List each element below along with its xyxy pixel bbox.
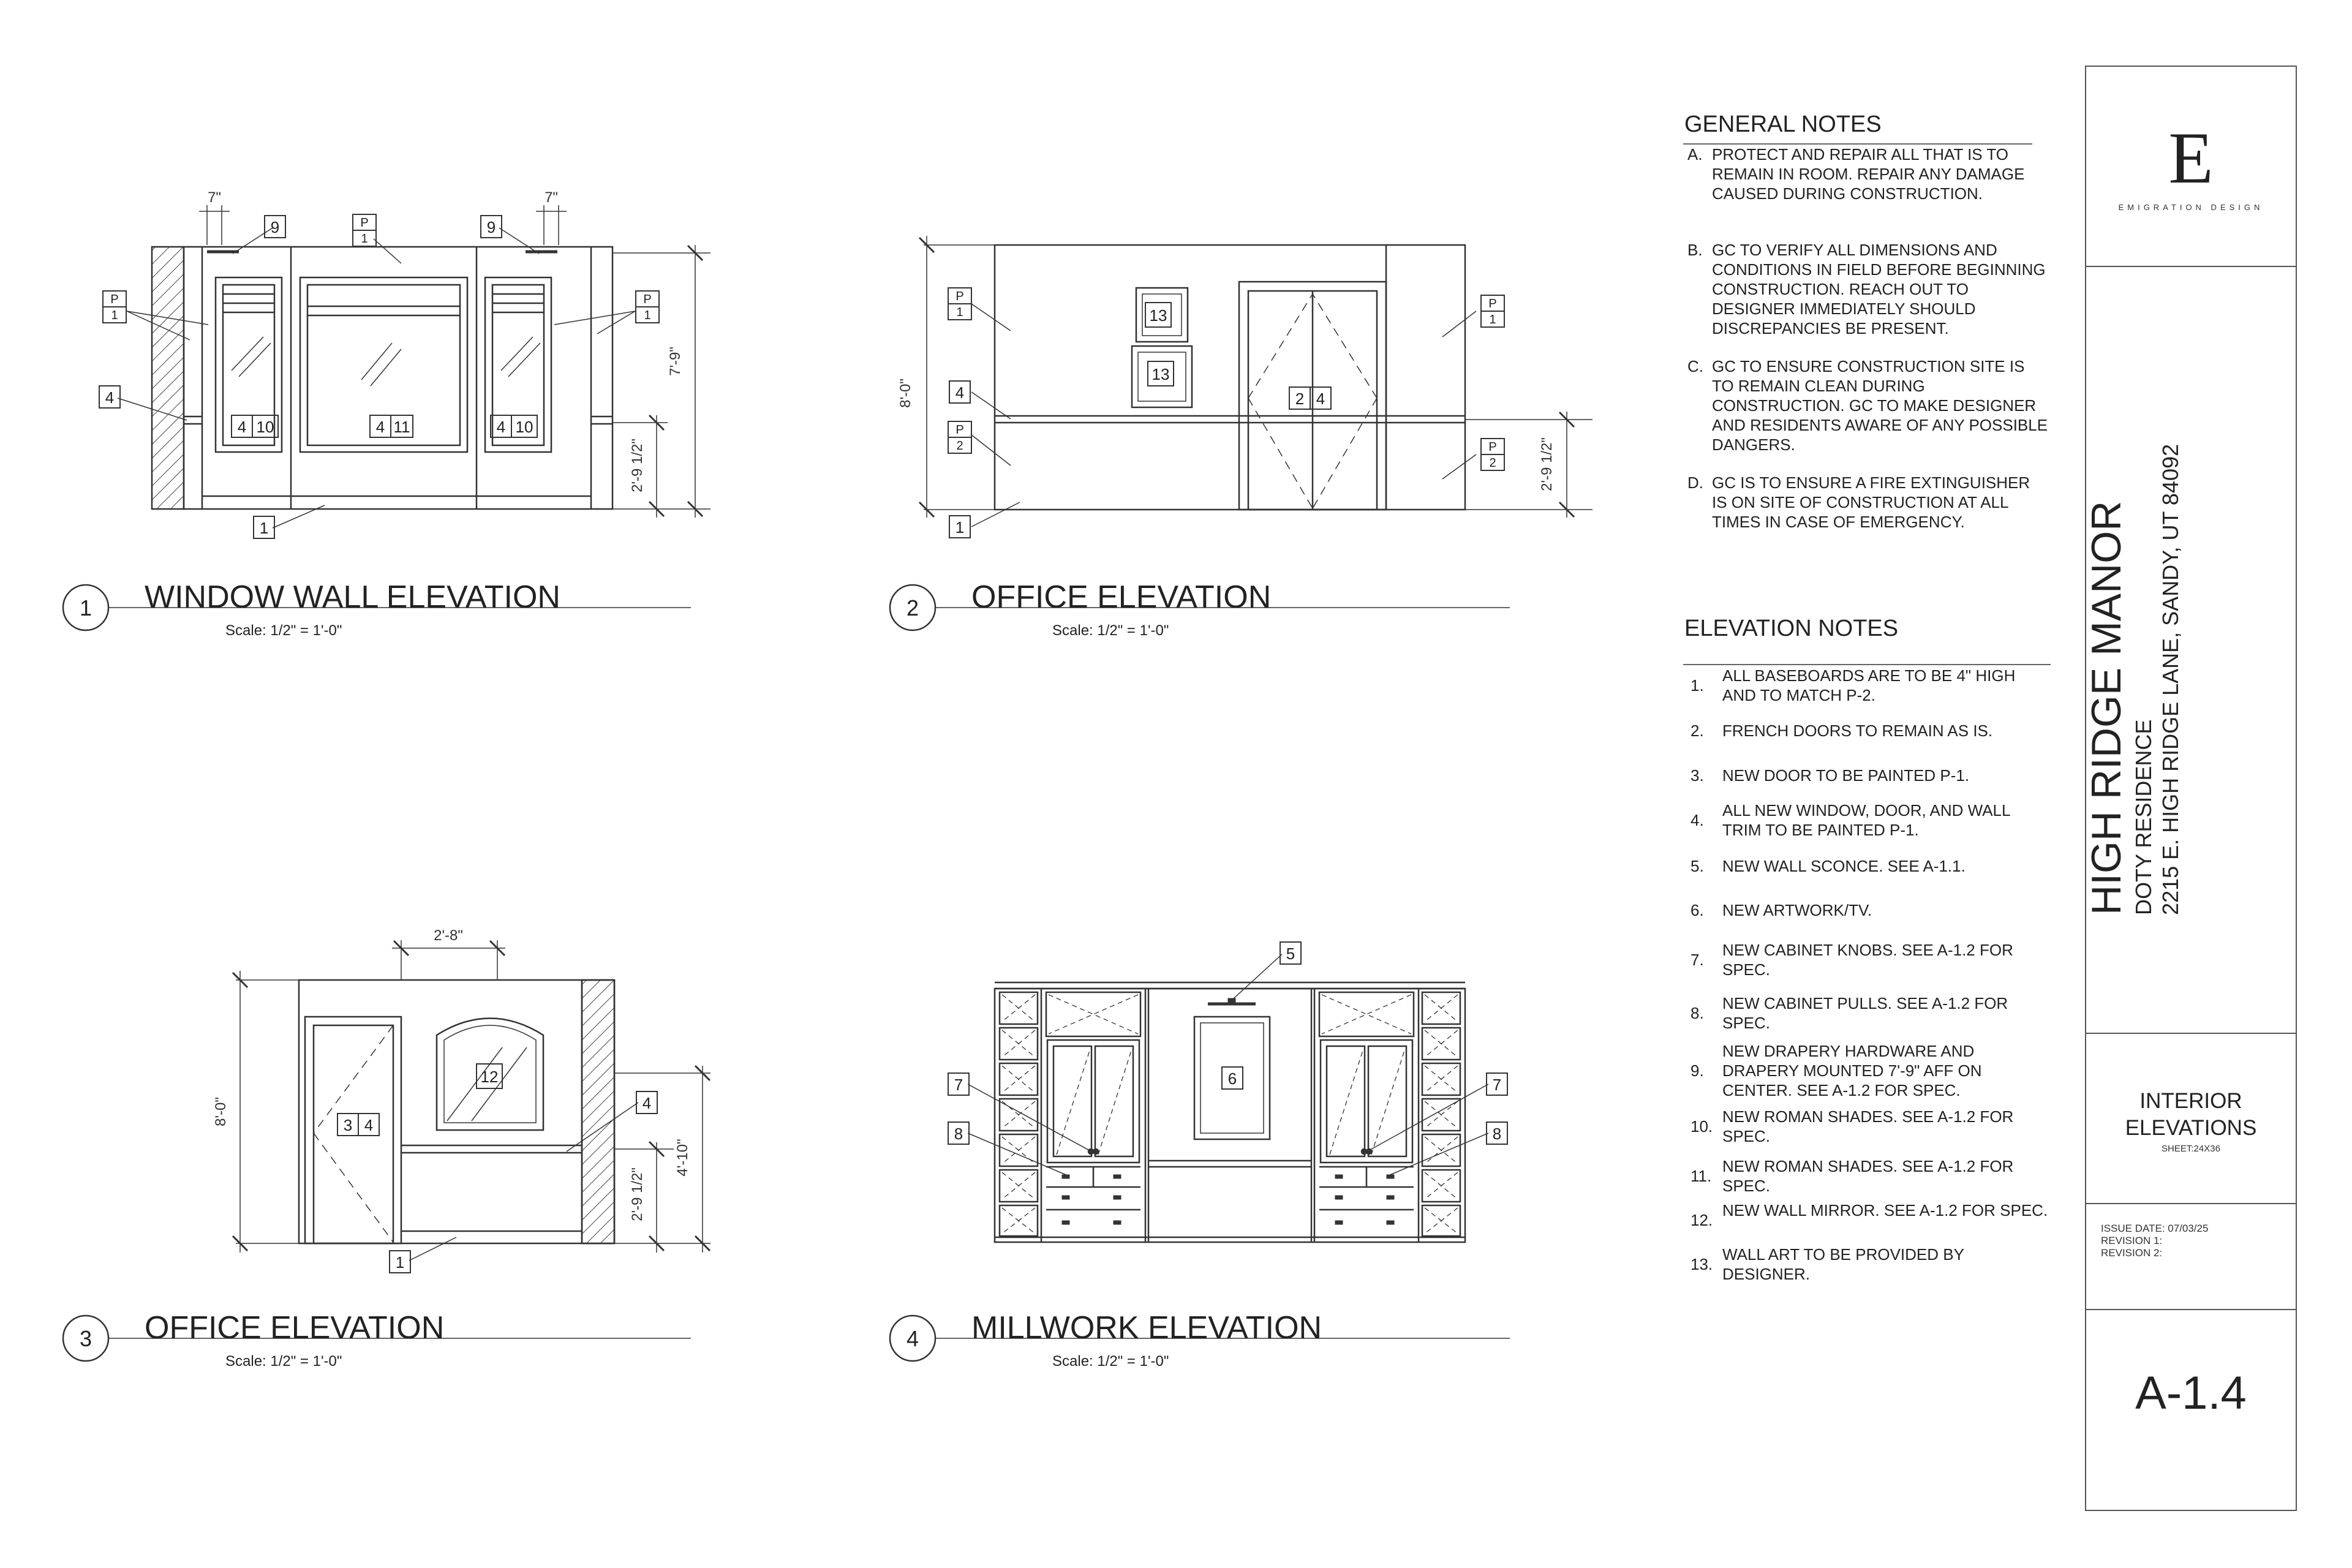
note-key: 8. <box>1691 1004 1704 1022</box>
view-1-title: WINDOW WALL ELEVATION <box>145 579 560 615</box>
note-key: 13. <box>1691 1255 1713 1273</box>
paint-tag-number: 1 <box>361 232 368 246</box>
note-text: NEW DOOR TO BE PAINTED P-1. <box>1722 766 1970 785</box>
paint-tag-number: 2 <box>1489 456 1496 470</box>
tag-13-lower: 13 <box>1152 365 1170 383</box>
dim-7in-right: 7" <box>545 189 558 206</box>
note-text: NEW ROMAN SHADES. SEE A-1.2 FOR SPEC. <box>1722 1157 2014 1195</box>
note-text: NEW CABINET KNOBS. SEE A-1.2 FOR SPEC. <box>1722 941 2013 979</box>
note-key: B. <box>1687 241 1703 259</box>
note-text: NEW ROMAN SHADES. SEE A-1.2 FOR SPEC. <box>1722 1107 2014 1145</box>
note-key: 12. <box>1691 1211 1713 1229</box>
revision-1: REVISION 1: <box>2101 1235 2163 1246</box>
tag-7-left: 7 <box>954 1076 963 1094</box>
view-1-scale: Scale: 1/2" = 1'-0" <box>225 622 342 639</box>
elevation-note-13 <box>1691 1245 2052 1284</box>
elevation-note-10 <box>1691 1107 2052 1146</box>
tag-10-left-window: 10 <box>256 418 274 436</box>
view-2-number: 2 <box>906 595 919 620</box>
title-block-divider <box>2086 1033 2296 1034</box>
note-key: A. <box>1687 145 1703 164</box>
dim-2-9-half-v3: 2'-9 1/2" <box>629 1167 646 1221</box>
paint-tag-letter: P <box>1488 440 1497 454</box>
view-3-number: 3 <box>79 1326 92 1351</box>
dim-2-8: 2'-8" <box>434 927 463 944</box>
note-key: 9. <box>1691 1061 1704 1080</box>
dim-8-0-v3: 8'-0" <box>213 1097 229 1126</box>
paint-tag-number: 1 <box>111 309 118 322</box>
note-key: 4. <box>1691 811 1704 829</box>
tag-13-upper: 13 <box>1149 306 1167 325</box>
dim-7-9: 7'-9" <box>667 347 684 376</box>
title-block-divider <box>2086 266 2296 267</box>
general-note-a <box>1687 145 2049 203</box>
note-key: 1. <box>1691 676 1704 695</box>
note-text: NEW CABINET PULLS. SEE A-1.2 FOR SPEC. <box>1722 994 2008 1032</box>
dim-8-0-v2: 8'-0" <box>897 379 914 408</box>
revision-2: REVISION 2: <box>2101 1247 2163 1259</box>
note-text: NEW WALL SCONCE. SEE A-1.1. <box>1722 857 1966 875</box>
project-info <box>2082 364 2302 915</box>
view-4-millwork-drawing <box>968 954 1488 1242</box>
view-1-number: 1 <box>79 595 92 620</box>
general-notes-heading: GENERAL NOTES <box>1684 111 1882 137</box>
elevation-note-9 <box>1691 1041 2052 1100</box>
paint-tag-letter: P <box>1488 297 1497 311</box>
title-block <box>2085 66 2297 1511</box>
dim-2-9-half-v1: 2'-9 1/2" <box>629 439 646 492</box>
tag-4-right-window: 4 <box>496 418 506 436</box>
tag-boxes <box>99 216 1507 1273</box>
project-title: HIGH RIDGE MANOR <box>2083 500 2130 915</box>
tag-5-sconce: 5 <box>1286 944 1295 963</box>
tag-11-center-window: 11 <box>393 418 410 436</box>
view-1-window-wall-drawing <box>118 205 710 528</box>
sheet-title <box>2086 1088 2296 1142</box>
paint-tag-number: 1 <box>644 309 651 322</box>
project-address: 2215 E. HIGH RIDGE LANE, SANDY, UT 84092 <box>2158 443 2183 915</box>
paint-tag-number: 2 <box>956 439 963 453</box>
tag-4-left-window: 4 <box>237 418 247 436</box>
elevation-note-5 <box>1691 856 2052 876</box>
paint-tag-letter: P <box>956 423 964 437</box>
issue-date: ISSUE DATE: 07/03/25 <box>2101 1223 2209 1234</box>
paint-tag-number: 1 <box>956 306 963 319</box>
view-3-title: OFFICE ELEVATION <box>145 1310 445 1346</box>
view-bubble-numbers <box>80 595 919 1351</box>
dimension-labels <box>208 189 1555 1221</box>
elevation-note-11 <box>1691 1156 2052 1196</box>
tag-1-v3: 1 <box>395 1253 405 1272</box>
tag-6-artwork: 6 <box>1227 1069 1237 1088</box>
view-2-title: OFFICE ELEVATION <box>971 579 1272 615</box>
note-text: NEW WALL MIRROR. SEE A-1.2 FOR SPEC. <box>1722 1201 2048 1219</box>
tag-4-door: 4 <box>364 1116 374 1134</box>
title-block-divider <box>2086 1309 2296 1310</box>
note-text: GC IS TO ENSURE A FIRE EXTINGUISHER IS ON SITE OF CONSTRUCTION AT ALL TIMES IN CASE OF EMERGENCY. <box>1712 473 2030 531</box>
tag-8-right: 8 <box>1492 1125 1502 1143</box>
brand-logo-letter: E <box>2168 117 2214 198</box>
elevation-note-6 <box>1691 900 2052 920</box>
paint-tag-letter: P <box>956 290 964 303</box>
note-key: 7. <box>1691 951 1704 969</box>
tag-3-door: 3 <box>343 1116 353 1134</box>
tag-4-v1: 4 <box>105 388 115 407</box>
tag-4-v3: 4 <box>642 1094 652 1112</box>
view-4-title: MILLWORK ELEVATION <box>971 1310 1322 1346</box>
elevation-note-7 <box>1691 940 2052 979</box>
tag-4-v2: 4 <box>955 383 965 402</box>
paint-tag-letter: P <box>360 216 369 230</box>
paint-tag-number: 1 <box>1489 313 1496 326</box>
note-key: 5. <box>1691 857 1704 875</box>
paint-tag-labels <box>110 216 1496 470</box>
note-text: ALL BASEBOARDS ARE TO BE 4" HIGH AND TO MATCH P-2. <box>1722 666 2016 704</box>
view-2-office-drawing <box>919 236 1593 527</box>
view-4-scale: Scale: 1/2" = 1'-0" <box>1052 1353 1169 1370</box>
elevation-note-12 <box>1691 1200 2052 1229</box>
tag-9-left: 9 <box>270 218 280 236</box>
dim-4-10: 4'-10" <box>674 1139 691 1177</box>
tag-8-left: 8 <box>954 1125 963 1143</box>
tag-10-right-window: 10 <box>515 418 533 436</box>
view-3-scale: Scale: 1/2" = 1'-0" <box>225 1353 342 1370</box>
elevation-note-8 <box>1691 993 2052 1033</box>
note-key: D. <box>1687 473 1703 492</box>
sheet-size: SHEET:24X36 <box>2162 1144 2220 1154</box>
general-note-b <box>1687 240 2049 338</box>
note-text: WALL ART TO BE PROVIDED BY DESIGNER. <box>1722 1245 1964 1283</box>
note-text: FRENCH DOORS TO REMAIN AS IS. <box>1722 722 1993 740</box>
view-2-scale: Scale: 1/2" = 1'-0" <box>1052 622 1169 639</box>
elevation-notes-heading: ELEVATION NOTES <box>1684 616 1899 641</box>
note-key: 2. <box>1691 722 1704 740</box>
elevation-notes-rule <box>1683 664 2051 665</box>
note-text: GC TO VERIFY ALL DIMENSIONS AND CONDITIONS IN FIELD BEFORE BEGINNING CONSTRUCTION. REACH OUT TO DESIGNER IMMEDIATELY SHOULD DISCREPANCIES BE PRESENT. <box>1712 241 2046 337</box>
note-text: ALL NEW WINDOW, DOOR, AND WALL TRIM TO BE PAINTED P-1. <box>1722 801 2010 839</box>
view-4-number: 4 <box>906 1326 919 1351</box>
general-note-c <box>1687 356 2049 454</box>
view-title-markers <box>63 585 1510 1361</box>
title-block-divider <box>2086 1203 2296 1204</box>
note-text: NEW DRAPERY HARDWARE AND DRAPERY MOUNTED 7'-9" AFF ON CENTER. SEE A-1.2 FOR SPEC. <box>1722 1042 1982 1099</box>
elevation-note-2 <box>1691 721 2052 741</box>
paint-tag-letter: P <box>110 293 119 306</box>
note-key: 10. <box>1691 1117 1713 1136</box>
tag-4-center-window: 4 <box>375 418 385 436</box>
note-key: 6. <box>1691 901 1704 919</box>
sheet-title-line2: ELEVATIONS <box>2125 1116 2257 1140</box>
project-residence: DOTY RESIDENCE <box>2131 719 2156 915</box>
elevation-note-3 <box>1691 766 2052 785</box>
tag-2-doors: 2 <box>1295 390 1305 408</box>
elevation-note-1 <box>1691 666 2052 705</box>
tag-12-mirror: 12 <box>480 1068 499 1086</box>
note-text: NEW ARTWORK/TV. <box>1722 901 1872 919</box>
note-key: 3. <box>1691 766 1704 785</box>
note-text: PROTECT AND REPAIR ALL THAT IS TO REMAIN IN ROOM. REPAIR ANY DAMAGE CAUSED DURING CONSTRUCTION. <box>1712 145 2025 203</box>
paint-tags <box>103 214 1504 470</box>
general-note-d <box>1687 473 2049 532</box>
paint-tag-letter: P <box>643 293 652 306</box>
dim-2-9-half-v2: 2'-9 1/2" <box>1539 437 1555 491</box>
tag-1-v2: 1 <box>955 518 965 537</box>
tag-labels <box>105 218 1501 1272</box>
issue-info <box>2101 1223 2208 1259</box>
tag-1-v1: 1 <box>259 519 269 537</box>
sheet-number: A-1.4 <box>2135 1367 2247 1419</box>
note-text: GC TO ENSURE CONSTRUCTION SITE IS TO REMAIN CLEAN DURING CONSTRUCTION. GC TO MAKE DESIGNER AND RESIDENTS AWARE OF ANY POSSIBLE DANGERS. <box>1712 357 2048 454</box>
dim-7in-left: 7" <box>208 189 221 206</box>
brand-name: EMIGRATION DESIGN <box>2118 203 2264 212</box>
tag-9-right: 9 <box>486 218 496 236</box>
note-key: C. <box>1687 357 1703 375</box>
elevation-note-4 <box>1691 801 2052 840</box>
sheet-title-line1: INTERIOR <box>2139 1089 2242 1113</box>
tag-7-right: 7 <box>1492 1076 1502 1094</box>
tag-4-doors: 4 <box>1316 390 1325 408</box>
note-key: 11. <box>1691 1167 1712 1185</box>
